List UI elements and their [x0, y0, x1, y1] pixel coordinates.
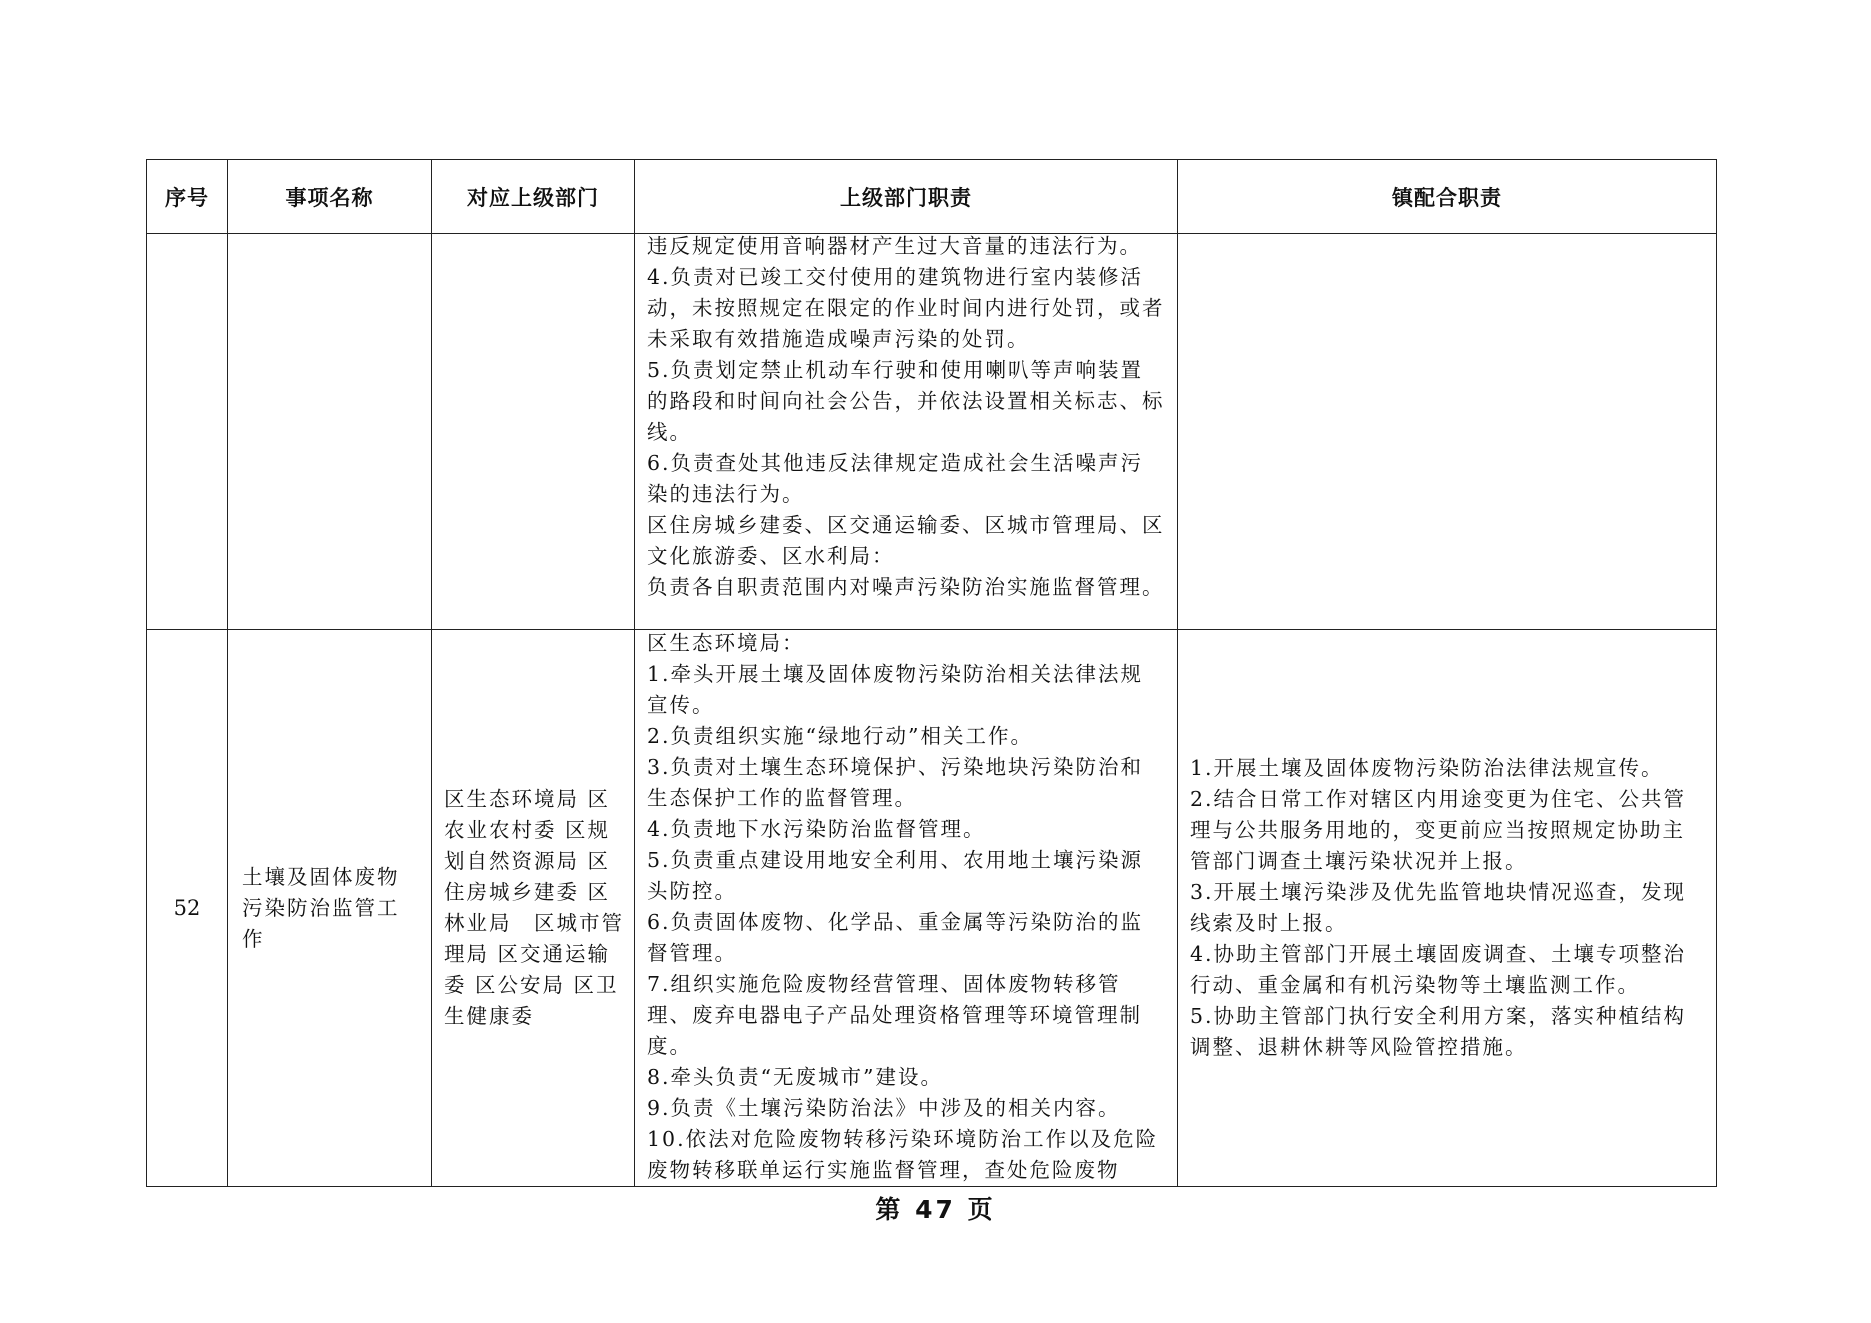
row-superior-dept [432, 630, 635, 1187]
header-town-duties: 镇配合职责 [1178, 160, 1717, 234]
row-number [147, 234, 228, 630]
town-duties-text: 1.开展土壤及固体废物污染防治法律法规宣传。 2.结合日常工作对辖区内用途变更为住宅、公共管理与公共服务用地的，变更前应当按照规定协助主管部门调查土壤污染状况并上报。 3.开展土壤污染涉及优先监管地块情况巡查，发现线索及时上报。 4.协助主管部门开展土壤固废调查、土壤专项整治行动、重金属和有机污染物等土壤监测工作。 5.协助主管部门执行安全利用方案，落实种植结构调整、退耕休耕等风险管控措施。 [1190, 756, 1687, 1059]
header-superior-duties: 上级部门职责 [635, 160, 1178, 234]
table-row [147, 630, 1717, 1187]
superior-dept-text: 区生态环境局 区农业农村委 区规划自然资源局 区住房城乡建委 区林业局 区城市管理局 区交通运输委 区公安局 区卫生健康委 [444, 787, 624, 1028]
table-header-row [147, 160, 1717, 234]
item-name-text: 土壤及固体废物污染防治监管工作 [242, 864, 400, 951]
row-item-name [228, 234, 432, 630]
row-number: 52 [147, 630, 228, 1187]
page-number: 第 47 页 [875, 1195, 996, 1224]
row-superior-dept [432, 234, 635, 630]
row-town-duties [1178, 630, 1717, 1187]
responsibility-table [146, 159, 1717, 1187]
header-item-name: 事项名称 [228, 160, 432, 234]
row-superior-duties [635, 630, 1178, 1187]
row-item-name [228, 630, 432, 1187]
header-superior-dept: 对应上级部门 [432, 160, 635, 234]
row-town-duties [1178, 234, 1717, 630]
superior-duties-text: 违反规定使用音响器材产生过大音量的违法行为。 4.负责对已竣工交付使用的建筑物进行室内装修活动，未按照规定在限定的作业时间内进行处罚，或者未采取有效措施造成噪声污染的处罚。 5.负责划定禁止机动车行驶和使用喇叭等声响装置的路段和时间向社会公告，并依法设置相关标志、标线。 6.负责查处其他违反法律规定造成社会生活噪声污染的违法行为。 区住房城乡建委、区交通运输委、区城市管理局、区文化旅游委、区水利局： 负责各自职责范围内对噪声污染防治实施监督管理。 [647, 234, 1165, 599]
header-number: 序号 [147, 160, 228, 234]
superior-duties-text: 区生态环境局： 1.牵头开展土壤及固体废物污染防治相关法律法规宣传。 2.负责组织实施“绿地行动”相关工作。 3.负责对土壤生态环境保护、污染地块污染防治和生态保护工作的监督管理。 4.负责地下水污染防治监督管理。 5.负责重点建设用地安全利用、农用地土壤污染源头防控。 6.负责固体废物、化学品、重金属等污染防治的监督管理。 7.组织实施危险废物经营管理、固体废物转移管理、废弃电器电子产品处理资格管理等环境管理制度。 8.牵头负责“无废城市”建设。 9.负责《土壤污染防治法》中涉及的相关内容。 10.依法对危险废物转移污染环境防治工作以及危险废物转移联单运行实施监督管理，查处危险废物 [647, 631, 1159, 1182]
row-superior-duties [635, 234, 1178, 630]
table-row [147, 234, 1717, 630]
